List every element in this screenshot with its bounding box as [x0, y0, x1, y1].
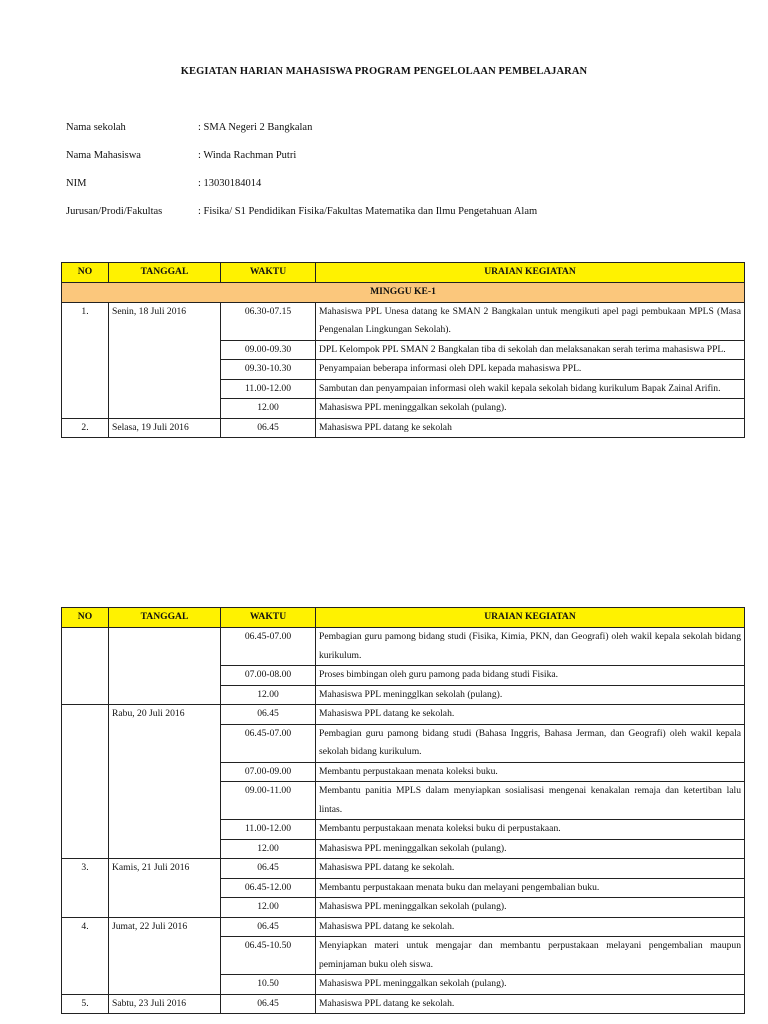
student-value: : Winda Rachman Putri	[198, 150, 297, 161]
row-number-empty	[62, 628, 109, 705]
row-time: 09.00-11.00	[221, 782, 316, 820]
row-date: Selasa, 19 Juli 2016	[109, 418, 221, 438]
row-activity: Mahasiswa PPL Unesa datang ke SMAN 2 Bangkalan untuk mengikuti apel pagi pembukaan MPLS (Masa Pengenalan Lingkungan Sekolah).	[316, 302, 745, 340]
row-time: 12.00	[221, 399, 316, 419]
row-time: 09.00-09.30	[221, 340, 316, 360]
row-activity: Sambutan dan penyampaian informasi oleh wakil kepala sekolah bidang kurikulum Bapak Zainal Arifin.	[316, 379, 745, 399]
row-time: 10.50	[221, 975, 316, 995]
row-number: 3.	[62, 859, 109, 918]
row-activity: Menyiapkan materi untuk mengajar dan membantu perpustakaan melayani pengembalian maupun peminjaman buku oleh siswa.	[316, 937, 745, 975]
table-row	[62, 859, 745, 879]
header-tanggal: TANGGAL	[109, 608, 221, 628]
schedule-table-week-1	[61, 262, 745, 438]
row-time: 11.00-12.00	[221, 379, 316, 399]
row-activity: Proses bimbingan oleh guru pamong pada bidang studi Fisika.	[316, 666, 745, 686]
row-date: Sabtu, 23 Juli 2016	[109, 994, 221, 1014]
row-time: 06.45-07.00	[221, 724, 316, 762]
table-header-row	[62, 608, 745, 628]
table-row	[62, 917, 745, 937]
row-activity: Pembagian guru pamong bidang studi (Bahasa Inggris, Bahasa Jerman, dan Geografi) oleh wakil kepala sekolah bidang kurikulum.	[316, 724, 745, 762]
row-time: 06.30-07.15	[221, 302, 316, 340]
row-date: Jumat, 22 Juli 2016	[109, 917, 221, 994]
row-date: Rabu, 20 Juli 2016	[109, 705, 221, 859]
row-activity: Mahasiswa PPL meninggalkan sekolah (pulang).	[316, 975, 745, 995]
nim-label: NIM	[66, 178, 87, 189]
header-waktu: WAKTU	[221, 263, 316, 283]
row-activity: Mahasiswa PPL datang ke sekolah	[316, 418, 745, 438]
table-row	[62, 705, 745, 725]
row-time: 07.00-08.00	[221, 666, 316, 686]
row-activity: Pembagian guru pamong bidang studi (Fisika, Kimia, PKN, dan Geografi) oleh wakil kepala sekolah bidang kurikulum.	[316, 628, 745, 666]
row-number	[62, 705, 109, 859]
header-no: NO	[62, 263, 109, 283]
row-activity: Mahasiswa PPL datang ke sekolah.	[316, 994, 745, 1014]
row-date: Senin, 18 Juli 2016	[109, 302, 221, 418]
row-time: 06.45	[221, 994, 316, 1014]
row-activity: DPL Kelompok PPL SMAN 2 Bangkalan tiba di sekolah dan melaksanakan serah terima mahasiswa PPL.	[316, 340, 745, 360]
row-time: 11.00-12.00	[221, 820, 316, 840]
row-activity: Mahasiswa PPL meninggalkan sekolah (pulang).	[316, 399, 745, 419]
row-date-empty	[109, 628, 221, 705]
department-label: Jurusan/Prodi/Fakultas	[66, 206, 163, 217]
row-number: 2.	[62, 418, 109, 438]
row-activity: Mahasiswa PPL meninggalkan sekolah (pulang).	[316, 898, 745, 918]
row-activity: Membantu panitia MPLS dalam menyiapkan sosialisasi mengenai kenakalan remaja dan ketertiban lalu lintas.	[316, 782, 745, 820]
table-header-row	[62, 263, 745, 283]
row-time: 06.45	[221, 705, 316, 725]
table-row	[62, 994, 745, 1014]
row-activity: Mahasiswa PPL meningglkan sekolah (pulang).	[316, 685, 745, 705]
week-label: MINGGU KE-1	[62, 283, 745, 303]
row-number: 1.	[62, 302, 109, 418]
row-activity: Mahasiswa PPL datang ke sekolah.	[316, 705, 745, 725]
row-activity: Mahasiswa PPL meninggalkan sekolah (pulang).	[316, 839, 745, 859]
row-activity: Mahasiswa PPL datang ke sekolah.	[316, 917, 745, 937]
document-title: KEGIATAN HARIAN MAHASISWA PROGRAM PENGELOLAAN PEMBELAJARAN	[180, 66, 588, 77]
school-value: : SMA Negeri 2 Bangkalan	[198, 122, 313, 133]
table-row	[62, 418, 745, 438]
table-row	[62, 628, 745, 666]
header-uraian: URAIAN KEGIATAN	[316, 608, 745, 628]
department-value: : Fisika/ S1 Pendidikan Fisika/Fakultas Matematika dan Ilmu Pengetahuan Alam	[198, 206, 538, 217]
nim-value: : 13030184014	[198, 178, 262, 189]
header-no: NO	[62, 608, 109, 628]
schedule-table-continued	[61, 607, 745, 1014]
row-time: 12.00	[221, 685, 316, 705]
row-activity: Membantu perpustakaan menata koleksi buku.	[316, 762, 745, 782]
week-row	[62, 283, 745, 303]
row-activity: Membantu perpustakaan menata buku dan melayani pengembalian buku.	[316, 878, 745, 898]
row-time: 06.45-10.50	[221, 937, 316, 975]
row-time: 07.00-09.00	[221, 762, 316, 782]
row-time: 06.45	[221, 917, 316, 937]
row-time: 06.45	[221, 418, 316, 438]
row-time: 09.30-10.30	[221, 360, 316, 380]
row-activity: Mahasiswa PPL datang ke sekolah.	[316, 859, 745, 879]
header-tanggal: TANGGAL	[109, 263, 221, 283]
row-time: 06.45-07.00	[221, 628, 316, 666]
row-time: 06.45	[221, 859, 316, 879]
row-time: 12.00	[221, 839, 316, 859]
table-row	[62, 302, 745, 340]
header-waktu: WAKTU	[221, 608, 316, 628]
row-activity: Penyampaian beberapa informasi oleh DPL kepada mahasiswa PPL.	[316, 360, 745, 380]
row-time: 12.00	[221, 898, 316, 918]
school-label: Nama sekolah	[66, 122, 126, 133]
row-date: Kamis, 21 Juli 2016	[109, 859, 221, 918]
header-uraian: URAIAN KEGIATAN	[316, 263, 745, 283]
row-activity: Membantu perpustakaan menata koleksi buku di perpustakaan.	[316, 820, 745, 840]
row-number: 5.	[62, 994, 109, 1014]
student-label: Nama Mahasiswa	[66, 150, 141, 161]
row-number: 4.	[62, 917, 109, 994]
row-time: 06.45-12.00	[221, 878, 316, 898]
